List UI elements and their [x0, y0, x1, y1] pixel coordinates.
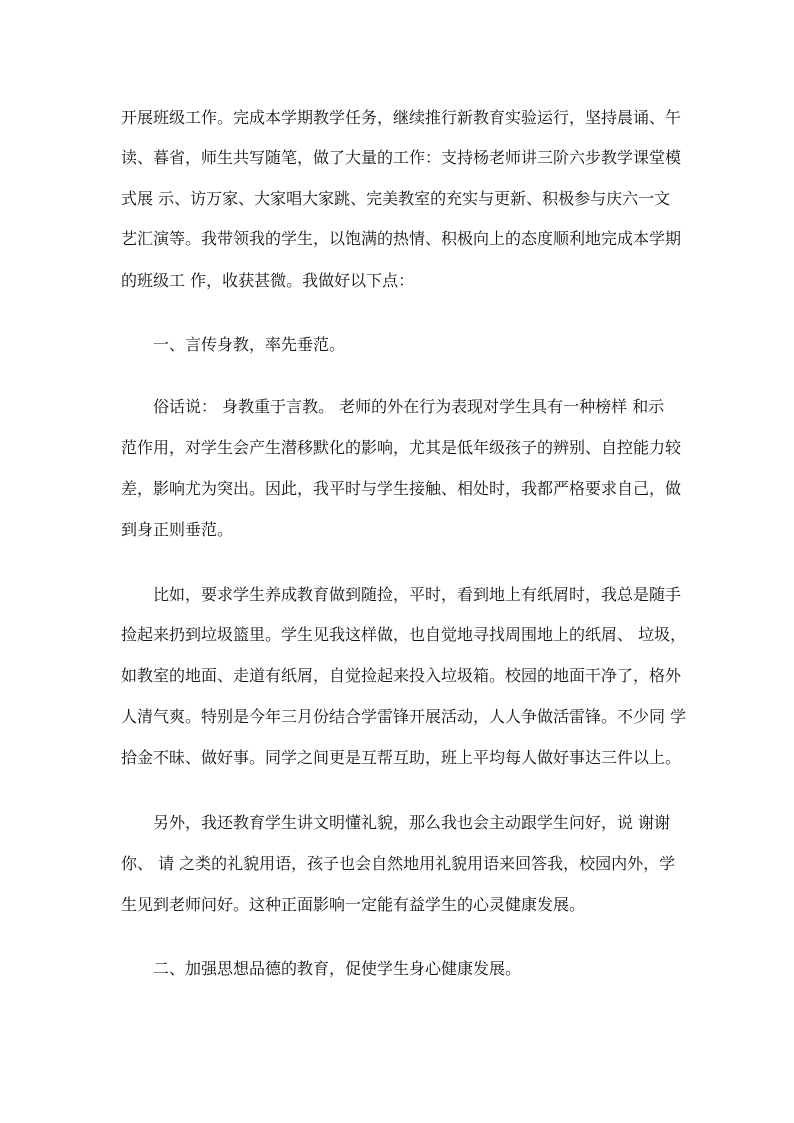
paragraph-1-line-1: 开展班级工作。完成本学期教学任务，继续推行新教育实验运行，坚持晨诵、午: [121, 108, 682, 127]
section-heading-2: 二、加强思想品德的教育，促使学生身心健康发展。: [153, 959, 522, 978]
paragraph-1-line-5: 的班级工 作，收获甚微。我做好以下点：: [121, 271, 415, 290]
paragraph-2-line-4: 到身正则垂范。: [121, 520, 234, 539]
paragraph-2-line-1: 俗话说： 身教重于言教。 老师的外在行为表现对学生具有一种榜样 和示: [153, 397, 665, 416]
paragraph-4-line-2: 你、 请 之类的礼貌用语，孩子也会自然地用礼貌用语来回答我，校园内外，学: [121, 854, 676, 873]
paragraph-1-line-4: 艺汇演等。我带领我的学生，以饱满的热情、积极向上的态度顺利地完成本学期: [121, 229, 682, 248]
paragraph-1-line-3: 式展 示、访万家、大家唱大家跳、完美教室的充实与更新、积极参与庆六一文: [121, 189, 671, 208]
paragraph-4-line-1: 另外，我还教育学生讲文明懂礼貌，那么我也会主动跟学生问好，说 谢谢: [153, 813, 671, 832]
paragraph-4-line-3: 生见到老师问好。这种正面影响一定能有益学生的心灵健康发展。: [121, 895, 586, 914]
paragraph-2-line-3: 差，影响尤为突出。因此，我平时与学生接触、相处时，我都严格要求自己，做: [121, 479, 682, 498]
paragraph-3-line-5: 拾金不昧、做好事。同学之间更是互帮互助，班上平均每人做好事达三件以上。: [121, 748, 682, 767]
paragraph-3-line-1: 比如，要求学生养成教育做到随捡，平时，看到地上有纸屑时，我总是随手: [153, 585, 682, 604]
paragraph-3-line-3: 如教室的地面、走道有纸屑，自觉捡起来投入垃圾箱。校园的地面干净了，格外: [121, 666, 682, 685]
paragraph-3-line-4: 人清气爽。特别是今年三月份结合学雷锋开展活动，人人争做活雷锋。不少同 学: [121, 707, 687, 726]
paragraph-1-line-2: 读、暮省，师生共写随笔，做了大量的工作：支持杨老师讲三阶六步教学课堂模: [121, 148, 682, 167]
paragraph-3-line-2: 捡起来扔到垃圾篮里。学生见我这样做，也自觉地寻找周围地上的纸屑、 垃圾，: [121, 625, 687, 644]
paragraph-2-line-2: 范作用，对学生会产生潜移默化的影响，尤其是低年级孩子的辨别、自控能力较: [121, 438, 682, 457]
section-heading-1: 一、言传身教，率先垂范。: [153, 335, 346, 354]
